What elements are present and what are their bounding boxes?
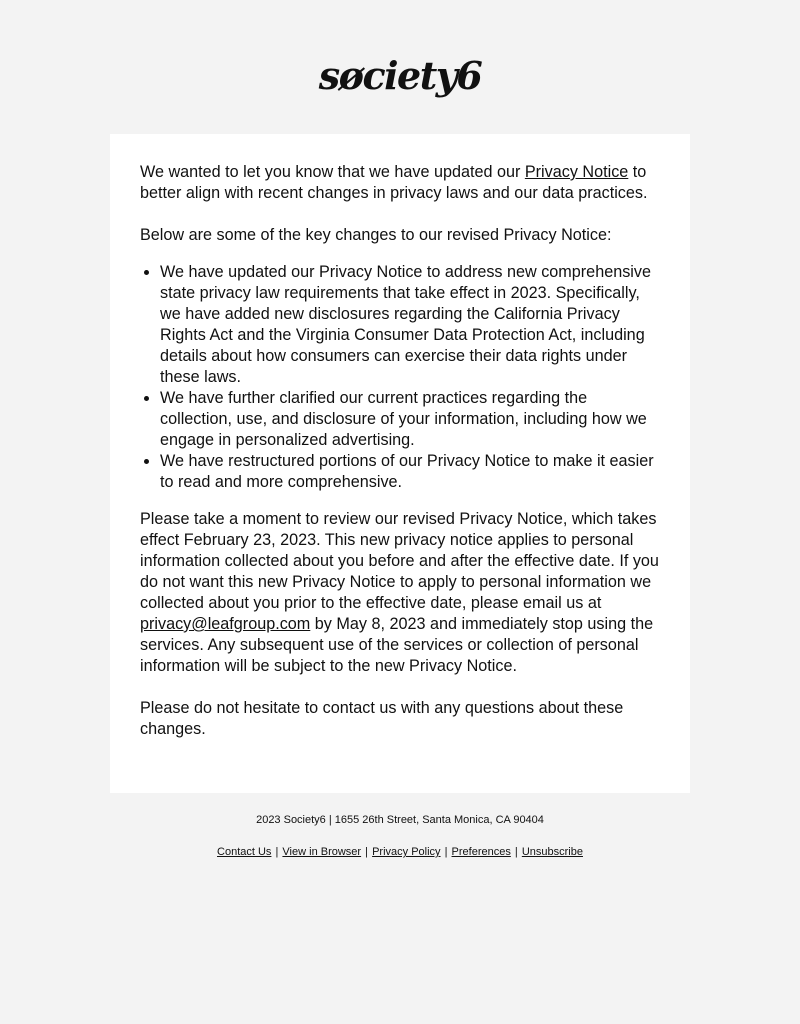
- list-item: • We have updated our Privacy Notice to address new comprehensive state privacy law requirements that take effect in 2023. Specifically, we have added new disclosures regarding the California Privacy Rights Act and the Virginia Consumer Data Protection Act, including details about how consumers can exercise their data rights under these laws.: [160, 262, 660, 388]
- privacy-notice-link[interactable]: Privacy Notice: [524, 163, 629, 181]
- link-separator: |: [275, 846, 279, 858]
- review-text-after: by May 8, 2023 and immediately stop using the services. Any subsequent use of the services or collection of personal information will be subject to the new Privacy Notice.: [140, 615, 654, 675]
- email-header: [0, 0, 800, 134]
- email-footer: [0, 813, 800, 859]
- society6-logo[interactable]: søciety6: [318, 53, 482, 98]
- review-text-before: Please take a moment to review our revised Privacy Notice, which takes effect February 23, 2023. This new privacy notice applies to personal information collected about you before and after the effective date. If you do not want this new Privacy Notice to apply to personal information we collected about you prior to the effective date, please email us at: [140, 510, 659, 612]
- privacy-policy-link[interactable]: Privacy Policy: [372, 846, 441, 858]
- key-changes-list: [140, 262, 660, 493]
- contact-us-link[interactable]: Contact Us: [217, 846, 272, 858]
- view-in-browser-link[interactable]: View in Browser: [282, 846, 362, 858]
- unsubscribe-link[interactable]: Unsubscribe: [521, 846, 583, 858]
- footer-links: [0, 845, 800, 859]
- review-paragraph: [140, 509, 660, 677]
- key-changes-heading: Below are some of the key changes to our revised Privacy Notice:: [140, 226, 612, 244]
- link-separator: |: [444, 846, 448, 858]
- preferences-link[interactable]: Preferences: [451, 846, 511, 858]
- intro-text-before: We wanted to let you know that we have updated our: [140, 163, 525, 181]
- list-item: • We have restructured portions of our Privacy Notice to make it easier to read and more comprehensive.: [160, 451, 660, 493]
- link-separator: |: [365, 846, 369, 858]
- list-item: • We have further clarified our current practices regarding the collection, use, and disclosure of your information, including how we engage in personalized advertising.: [160, 388, 660, 451]
- link-separator: |: [514, 846, 518, 858]
- contact-paragraph: Please do not hesitate to contact us with any questions about these changes.: [140, 699, 624, 738]
- footer-address: 2023 Society6 | 1655 26th Street, Santa Monica, CA 90404: [256, 814, 544, 826]
- email-content-card: [110, 134, 690, 793]
- privacy-email-link[interactable]: privacy@leafgroup.com: [140, 615, 311, 633]
- intro-paragraph: [140, 162, 660, 204]
- intro-text-after: to better align with recent changes in privacy laws and our data practices.: [140, 163, 648, 202]
